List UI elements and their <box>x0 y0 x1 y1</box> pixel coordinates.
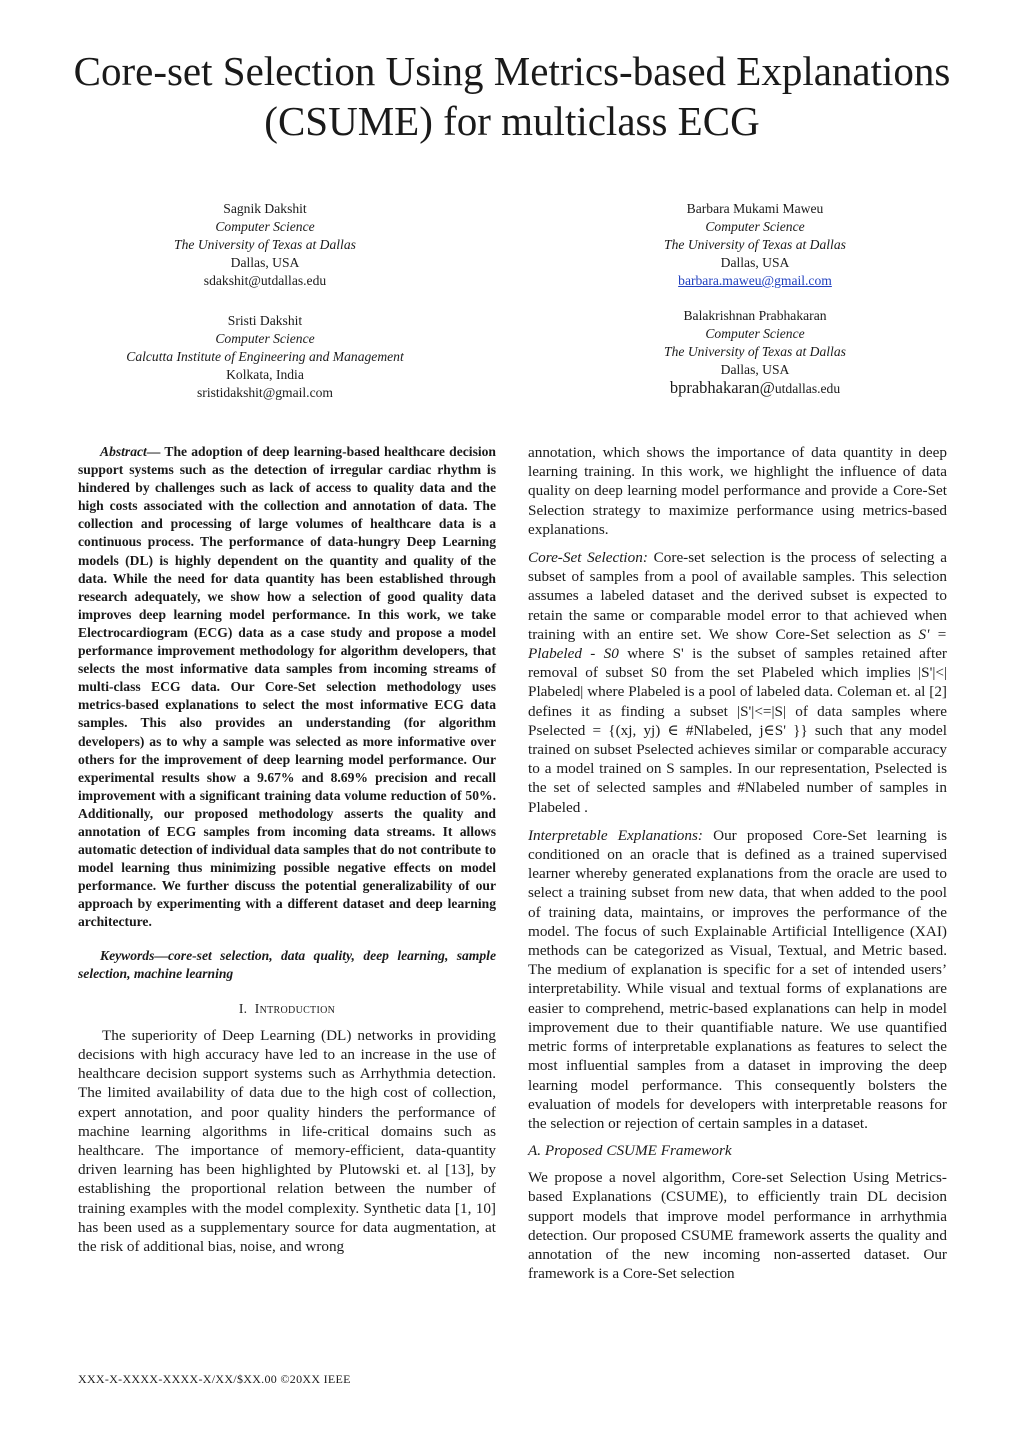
intro-paragraph-continued: annotation, which shows the importance of data quantity in deep learning training. In this work, we highlight the influence of data quality on deep learning model performance and provide a Core-Set Selection strategy to maximize performance using metrics-based explanations. <box>528 444 947 538</box>
subsection-heading: A. Proposed CSUME Framework <box>528 1142 732 1160</box>
author-name: Sristi Dakshit <box>227 313 303 328</box>
interpretable-text: Our proposed Core-Set learning is conditioned on an oracle that is defined as a trained supervised learner whereby generated explanations from the oracle are used to select a training subset from new data, that when added to the pool of training data, maintains, or improves the performance of the model. The focus of such Explainable Artificial Intelligence (XAI) methods can be categorized as Visual, Textual, and Metric based. The medium of explanation is specific for a set of intended users’ interpretability. While visual and textual forms of explanations are easier to comprehend, metric-based explanations can help in model improvement due to their quantifiable nature. We use quantified metric forms of interpretable explanations as features to select the most influential samples from a dataset in improving the deep learning model performance. This consequently bolsters the evaluation of models for developers with interpretable reasons for the selection or rejection of certain samples in a dataset. <box>528 826 947 1132</box>
author-email <box>560 379 950 398</box>
right-column <box>528 443 947 1292</box>
left-column <box>78 443 496 1256</box>
footer-copyright: XXX-X-XXXX-XXXX-X/XX/$XX.00 ©20XX IEEE <box>78 1372 351 1386</box>
author-name: Barbara Mukami Maweu <box>686 201 824 216</box>
author-block-1 <box>90 200 440 290</box>
keywords: Keywords—core-set selection, data quality, deep learning, sample selection, machine learning <box>78 947 496 981</box>
author-institution: Calcutta Institute of Engineering and Management <box>126 349 404 364</box>
abstract-label: Abstract— <box>100 444 161 459</box>
author-name: Balakrishnan Prabhakaran <box>683 308 827 323</box>
author-location: Dallas, USA <box>230 255 300 270</box>
author-department: Computer Science <box>215 331 315 346</box>
abstract-text: The adoption of deep learning-based healthcare decision support systems such as the detection of irregular cardiac rhythm is hindered by challenges such as lack of access to quality data and the high costs associated with the collection and annotation of data. The collection and processing of large volumes of healthcare data is a continuous process. The performance of data-hungry Deep Learning models (DL) is highly dependent on the quantity and quality of the data. While the need for data quantity has been established through research adequately, we show how a selection of good quality data improves deep learning model performance. In this work, we take Electrocardiogram (ECG) data as a case study and propose a model performance improvement methodology for algorithm developers, that selects the most informative data samples from incoming streams of multi-class ECG data. Our Core-Set selection methodology uses metrics-based explanations to select the most informative ECG data samples. This also provides an understanding (for algorithm developers) as to why a sample was selected as more informative over others for the improvement of deep learning model performance. Our experimental results show a 9.67% and 8.69% precision and recall improvement with a significant training data volume reduction of 50%. Additionally, our proposed methodology asserts the quality and annotation of ECG samples from incoming data streams. It allows automatic detection of individual data samples that do not contribute to model learning thus minimizing possible negative effects on model performance. We further discuss the potential generalizability of our approach by experimenting with a different dataset and deep learning architecture. <box>78 444 496 930</box>
intro-paragraph: The superiority of Deep Learning (DL) networks in providing decisions with high accuracy have led to an increase in the use of healthcare decision support systems such as Arrhythmia detection. The limited availability of data due to the high cost of collection, expert annotation, and poor quality hinders the performance of machine learning algorithms in life-critical domains such as healthcare. The importance of memory-efficient, data-quantity driven learning has been highlighted by Plutowski et. al [13], by establishing the proportional relation between the number of training examples with the model complexity. Synthetic data [1, 10] has been used as a supplementary source for data augmentation, at the risk of additional bias, noise, and wrong <box>78 1026 496 1255</box>
author-department: Computer Science <box>705 326 805 341</box>
coreset-text-a: Core-set selection is the process of selecting a subset of samples from a pool of available samples. This selection assumes a labeled dataset and the derived subset is expected to retain the same or comparable model error to that achieved when training with an entire set. We show Core-Set selection as <box>528 549 947 643</box>
interpretable-label: Interpretable Explanations: <box>528 826 703 844</box>
author-email: sristidakshit@gmail.com <box>197 385 333 400</box>
author-location: Dallas, USA <box>720 255 790 270</box>
author-email-prefix: bprabhakaran@ <box>669 378 775 397</box>
coreset-label: Core-Set Selection: <box>528 549 648 567</box>
author-name: Sagnik Dakshit <box>223 201 307 216</box>
coreset-formula: S' = Plabeled - S0 <box>528 625 947 663</box>
author-department: Computer Science <box>705 219 805 234</box>
author-block-4 <box>560 307 950 398</box>
interpretable-paragraph <box>528 826 947 1133</box>
author-block-2 <box>560 200 950 290</box>
author-email: sdakshit@utdallas.edu <box>203 273 327 288</box>
section-title: Introduction <box>254 1000 336 1016</box>
author-institution: The University of Texas at Dallas <box>174 237 356 252</box>
coreset-text-b: where S' is the subset of samples retained after removal of subset S0 from the set Plabeled which implies |S'|<| Plabeled| where Plabeled is a pool of labeled data. Coleman et. al [2] defines it as finding a subset |S'|<=|S| of data samples where Pselected = {(xj, yj) ∈ #Nlabeled, j∈S' }} such that any model trained on subset Pselected achieves similar or comparable accuracy to a model trained on S samples. In our representation, Pselected is the set of selected samples and #Nlabeled number of samples in Plabeled . <box>528 645 947 816</box>
coreset-paragraph <box>528 548 947 817</box>
author-institution: The University of Texas at Dallas <box>664 237 846 252</box>
paper-title: Core-set Selection Using Metrics-based Explanations (CSUME) for multiclass ECG <box>73 48 951 144</box>
author-email-domain: utdallas.edu <box>774 381 841 396</box>
framework-paragraph: We propose a novel algorithm, Core-set Selection Using Metrics-based Explanations (CSUME), to efficiently train DL decision support models that improve model performance in arrhythmia detection. Our proposed CSUME framework asserts the quality and annotation of the new incoming non-asserted dataset. Our framework is a Core-Set selection <box>528 1169 947 1283</box>
author-location: Kolkata, India <box>226 367 304 382</box>
author-location: Dallas, USA <box>720 362 790 377</box>
section-heading-introduction <box>78 1001 496 1017</box>
author-institution: The University of Texas at Dallas <box>664 344 846 359</box>
author-email-link[interactable]: barbara.maweu@gmail.com <box>678 273 832 288</box>
abstract <box>78 443 496 932</box>
section-number: I. <box>238 1000 248 1016</box>
author-department: Computer Science <box>215 219 315 234</box>
author-block-3 <box>90 312 440 402</box>
